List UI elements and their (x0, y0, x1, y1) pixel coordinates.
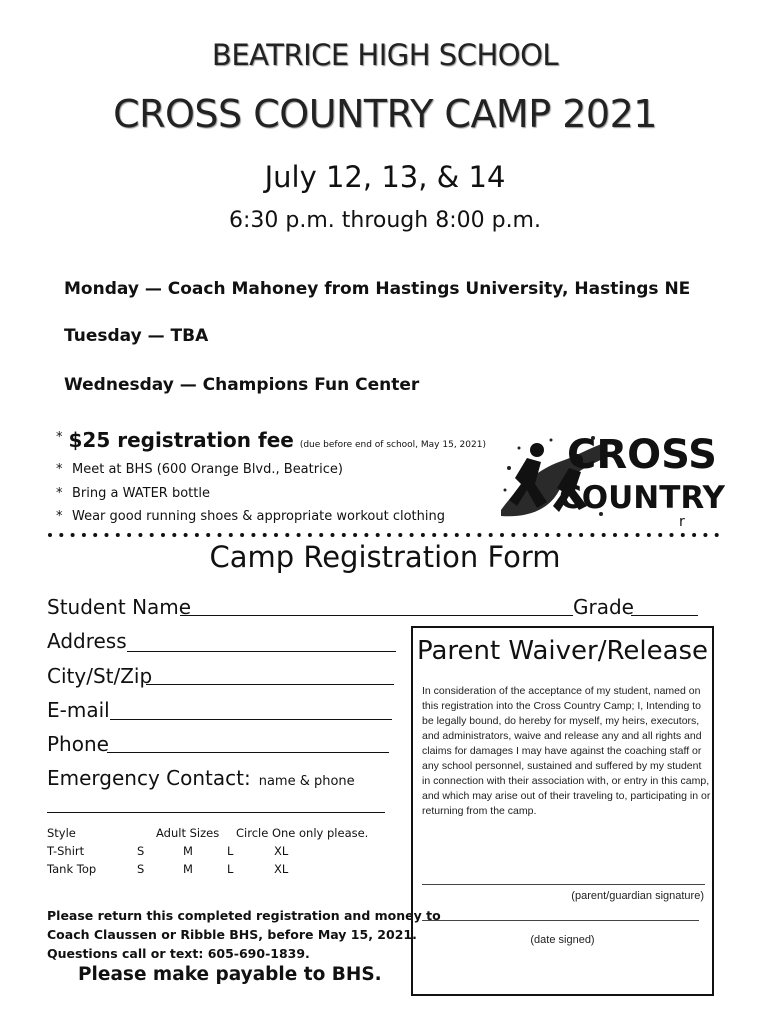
student-name-line[interactable] (180, 615, 573, 616)
emergency-label: Emergency Contact: (47, 766, 251, 790)
schedule-tuesday: Tuesday — TBA (64, 326, 209, 346)
divider-dot (636, 533, 640, 537)
date-line[interactable] (422, 920, 699, 921)
fee-due-date: (due before end of school, May 15, 2021) (299, 440, 486, 450)
note-text: Meet at BHS (600 Orange Blvd., Beatrice) (72, 462, 343, 477)
camp-title: CROSS COUNTRY CAMP 2021 (113, 92, 657, 136)
waiver-text: In consideration of the acceptance of my student, named on this registration into the Cross Country Camp; I, Intending to be legally bound, do hereby for myself, my heirs, executors, and administrators, waive and release any and all rights and claims for damages I may have against the coaching staff or any school personnel, sustained and suffered by my student in connection with their association with, or entry in this camp, and which may arise out of their traveling to, participating in or returning from the camp. (422, 685, 711, 817)
size-option[interactable]: M (183, 862, 193, 876)
apparel-style: Tank Top (47, 862, 97, 876)
divider-dot (48, 533, 52, 537)
address-label: Address (47, 629, 127, 653)
signature-line[interactable] (422, 884, 705, 885)
note-bullet: * (56, 462, 63, 477)
form-title: Camp Registration Form (209, 540, 561, 574)
emergency-line[interactable] (47, 812, 385, 813)
divider-dot (195, 533, 199, 537)
grade-label: Grade (573, 595, 634, 619)
payable-note: Please make payable to BHS. (78, 964, 382, 985)
note-meet (56, 462, 343, 477)
waiver-title: Parent Waiver/Release (416, 636, 709, 666)
size-option[interactable]: M (183, 844, 193, 858)
divider-dot (229, 533, 233, 537)
divider-dot (308, 533, 312, 537)
instructions-line: Questions call or text: 605-690-1839. (47, 946, 310, 961)
divider-dot (263, 533, 267, 537)
apparel-header-style: Style (47, 826, 76, 840)
city-line[interactable] (146, 684, 394, 685)
waiver-box (411, 626, 714, 996)
divider-dot (353, 533, 357, 537)
divider-dot (692, 533, 696, 537)
logo-word-cross: CROSS (567, 432, 717, 478)
camp-dates: July 12, 13, & 14 (264, 160, 506, 194)
divider-dot (489, 533, 493, 537)
divider-dot (116, 533, 120, 537)
phone-label: Phone (47, 732, 109, 756)
divider-dot (477, 533, 481, 537)
divider-dot (647, 533, 651, 537)
student-name-label: Student Name (47, 595, 192, 619)
date-label: (date signed) (530, 934, 595, 946)
registration-fee (56, 428, 486, 452)
size-option[interactable]: L (227, 862, 234, 876)
divider-dot (670, 533, 674, 537)
divider-dot (218, 533, 222, 537)
divider-dot (240, 533, 244, 537)
divider-dot (251, 533, 255, 537)
schedule-monday: Monday — Coach Mahoney from Hastings University, Hastings NE (64, 279, 691, 299)
email-label: E-mail (47, 698, 110, 722)
divider-dot (715, 533, 719, 537)
size-option[interactable]: S (137, 844, 145, 858)
city-label: City/St/Zip (47, 664, 153, 688)
divider-dot (161, 533, 165, 537)
grade-line[interactable] (631, 615, 698, 616)
school-name: BEATRICE HIGH SCHOOL (211, 38, 559, 72)
divider-dot (184, 533, 188, 537)
divider-dot (376, 533, 380, 537)
divider-dot (105, 533, 109, 537)
signature-label: (parent/guardian signature) (571, 890, 704, 902)
apparel-style: T-Shirt (47, 844, 85, 858)
divider-dot (364, 533, 368, 537)
size-option[interactable]: XL (274, 844, 289, 858)
note-bullet: * (56, 486, 63, 501)
divider-dot (206, 533, 210, 537)
divider-dot (127, 533, 131, 537)
emergency-hint: name & phone (258, 774, 355, 789)
divider-dot (274, 533, 278, 537)
address-line[interactable] (127, 651, 396, 652)
camp-times: 6:30 p.m. through 8:00 p.m. (229, 208, 541, 233)
divider-dot (150, 533, 154, 537)
phone-line[interactable] (107, 752, 389, 753)
fee-amount: $25 registration fee (68, 428, 294, 452)
divider-dot (398, 533, 402, 537)
instructions-line: Coach Claussen or Ribble BHS, before May 15, 2021. (47, 927, 417, 942)
logo-initial: r (679, 514, 685, 530)
divider-dot (444, 533, 448, 537)
divider-dot (319, 533, 323, 537)
fee-bullet: * (56, 430, 63, 445)
return-instructions (47, 906, 441, 963)
divider-dot (410, 533, 414, 537)
divider-dot (658, 533, 662, 537)
divider-dot (172, 533, 176, 537)
divider-dot (387, 533, 391, 537)
apparel-header-sizes: Adult Sizes (156, 826, 220, 840)
size-option[interactable]: L (227, 844, 234, 858)
apparel-header-circle: Circle One only please. (236, 826, 369, 840)
size-option[interactable]: XL (274, 862, 289, 876)
divider-dot (432, 533, 436, 537)
divider-dot (455, 533, 459, 537)
divider-dot (331, 533, 335, 537)
divider-dot (613, 533, 617, 537)
divider-dot (342, 533, 346, 537)
divider-dot (59, 533, 63, 537)
logo-word-country: COUNTRY (559, 480, 725, 516)
note-bullet: * (56, 509, 63, 524)
note-water (56, 486, 210, 501)
note-text: Bring a WATER bottle (72, 486, 210, 501)
note-text: Wear good running shoes & appropriate workout clothing (72, 509, 445, 524)
dotted-divider (47, 530, 727, 540)
divider-dot (421, 533, 425, 537)
divider-dot (71, 533, 75, 537)
divider-dot (703, 533, 707, 537)
size-option[interactable]: S (137, 862, 145, 876)
divider-dot (82, 533, 86, 537)
email-line[interactable] (110, 719, 392, 720)
divider-dot (602, 533, 606, 537)
divider-dot (624, 533, 628, 537)
cross-country-logo (497, 418, 725, 530)
divider-dot (500, 533, 504, 537)
divider-dot (590, 533, 594, 537)
divider-dot (297, 533, 301, 537)
instructions-line: Please return this completed registration and money to (47, 908, 441, 923)
divider-dot (568, 533, 572, 537)
divider-dot (285, 533, 289, 537)
divider-dot (681, 533, 685, 537)
divider-dot (523, 533, 527, 537)
emergency-contact (47, 766, 355, 790)
note-shoes (56, 509, 445, 524)
divider-dot (466, 533, 470, 537)
divider-dot (579, 533, 583, 537)
divider-dot (511, 533, 515, 537)
divider-dot (534, 533, 538, 537)
divider-dot (93, 533, 97, 537)
divider-dot (557, 533, 561, 537)
divider-dot (545, 533, 549, 537)
apparel-table (47, 826, 387, 886)
schedule-wednesday: Wednesday — Champions Fun Center (64, 375, 420, 395)
divider-dot (138, 533, 142, 537)
